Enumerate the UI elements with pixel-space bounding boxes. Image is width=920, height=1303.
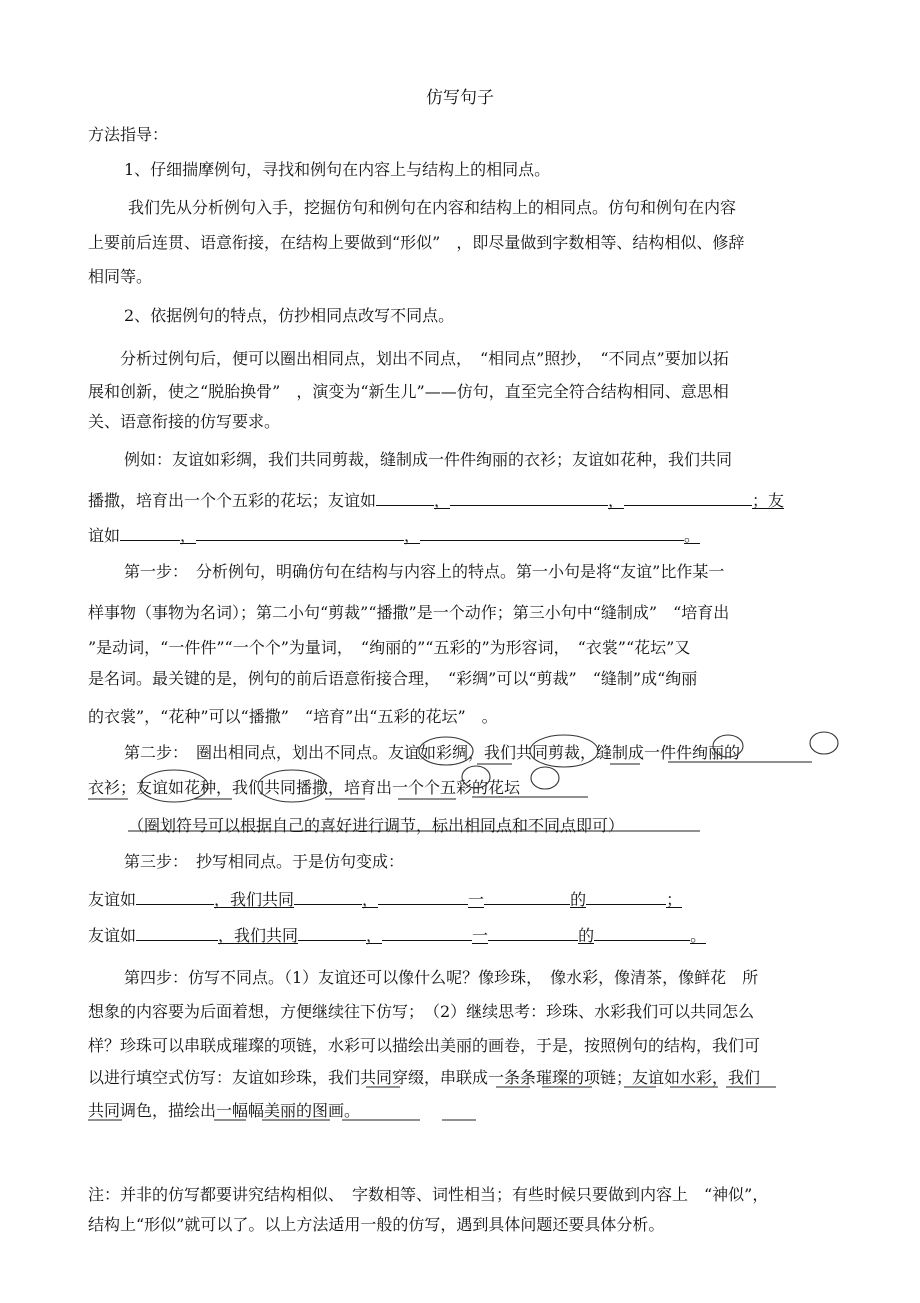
template-text: ，我们共同 xyxy=(218,926,299,945)
template-text: 的 xyxy=(570,890,587,909)
template-text: ，我们共同 xyxy=(214,890,295,909)
example-comma: ， xyxy=(404,526,421,545)
step1-line-1: 第一步： 分析例句，明确仿句在结构与内容上的特点。第一小句是将“友谊”比作某一 xyxy=(124,562,725,581)
example-line-2-text: 播撒，培育出一个个五彩的花坛；友谊如 xyxy=(88,491,377,510)
step2-line-2: 衣衫；友谊如花种，我们共同播撒，培育出一个个五彩的花坛 xyxy=(88,778,521,797)
example-line-3-text: 谊如 xyxy=(88,526,121,545)
step2-note: （圈划符号可以根据自己的喜好进行调节，标出相同点和不同点即可） xyxy=(128,816,625,835)
step1-line-2: 样事物（事物为名词）；第二小句“剪裁”“播撒”是一个动作；第三小句中“缝制成” “培育出 xyxy=(88,603,730,622)
template-text: 友谊如 xyxy=(88,926,137,945)
step1-line-5: 的衣裳”，“花种”可以“播撒” “培育”出“五彩的花坛” 。 xyxy=(88,707,498,726)
note-line-1: 注：并非的仿写都要讲究结构相似、 字数相等、词性相当；有些时候只要做到内容上 “神似”， xyxy=(88,1185,769,1204)
template-text: 一 xyxy=(468,890,485,909)
template-text: ， xyxy=(366,926,383,945)
note-line-2: 结构上“形似”就可以了。以上方法适用一般的仿写，遇到具体问题还要具体分析。 xyxy=(88,1215,665,1234)
example-comma: ， xyxy=(608,491,625,510)
step4-line-1: 第四步：仿写不同点。（1）友谊还可以像什么呢？像珍珠， 像水彩，像清茶，像鲜花 所 xyxy=(124,968,759,987)
step4-line-4: 以进行填空式仿写：友谊如珍珠，我们共同穿缀，串联成一条条璀璨的项链；友谊如水彩，我们 xyxy=(88,1068,761,1087)
method-heading: 方法指导： xyxy=(88,125,169,144)
template-text: 的 xyxy=(578,926,595,945)
step1-line-4: 是名词。最关键的是，例句的前后语意衔接合理， “彩绸”可以“剪裁” “缝制”成“绚丽 xyxy=(88,669,698,688)
template-text: 一 xyxy=(472,926,489,945)
step3-intro: 第三步： 抄写相同点。于是仿句变成： xyxy=(124,852,405,871)
point-2-line-2: 展和创新，使之“脱胎换骨” ，演变为“新生儿”——仿句，直至完全符合结构相同、意思相 xyxy=(88,382,729,401)
point-2-line-1: 分析过例句后，便可以圈出相同点，划出不同点， “相同点”照抄， “不同点”要加以拓 xyxy=(120,349,729,368)
example-comma: ， xyxy=(180,526,197,545)
step1-line-3: ”是动词，“一件件”“一个个”为量词， “绚丽的”“五彩的”为形容词， “衣裳”“花坛”又 xyxy=(88,638,691,657)
template-text: ； xyxy=(666,890,683,909)
point-1-line-1: 我们先从分析例句入手，挖掘仿句和例句在内容和结构上的相同点。仿句和例句在内容 xyxy=(128,198,737,217)
page-title: 仿写句子 xyxy=(426,88,494,108)
example-period: 。 xyxy=(684,526,701,545)
example-line-1: 例如：友谊如彩绸，我们共同剪裁，缝制成一件件绚丽的衣衫；友谊如花种，我们共同 xyxy=(124,450,733,469)
example-semicolon: ；友 xyxy=(752,491,785,510)
point-1-line-2: 上要前后连贯、语意衔接，在结构上要做到“形似” ，即尽量做到字数相等、结构相似、修辞 xyxy=(88,233,745,252)
template-text: 友谊如 xyxy=(88,890,137,909)
point-1-title: 1、仔细揣摩例句，寻找和例句在内容上与结构上的相同点。 xyxy=(124,160,551,179)
step2-line-1: 第二步： 圈出相同点，划出不同点。友谊如彩绸，我们共同剪裁，缝制成一件件绚丽的 xyxy=(124,743,741,762)
example-comma: ， xyxy=(434,491,451,510)
step4-line-5: 共同调色，描绘出一幅幅美丽的图画。 xyxy=(88,1101,361,1120)
point-1-line-3: 相同等。 xyxy=(88,267,153,286)
template-text: 。 xyxy=(690,926,707,945)
step4-line-2: 想象的内容要为后面着想，方便继续往下仿写； （2）继续思考：珍珠、水彩我们可以共同怎么 xyxy=(88,1002,755,1021)
point-2-title: 2、依据例句的特点，仿抄相同点改写不同点。 xyxy=(124,306,455,325)
step4-line-3: 样？珍珠可以串联成璀璨的项链，水彩可以描绘出美丽的画卷，于是，按照例句的结构，我们可 xyxy=(88,1036,761,1055)
point-2-line-3: 关、语意衔接的仿写要求。 xyxy=(88,412,281,431)
template-text: ， xyxy=(362,890,379,909)
